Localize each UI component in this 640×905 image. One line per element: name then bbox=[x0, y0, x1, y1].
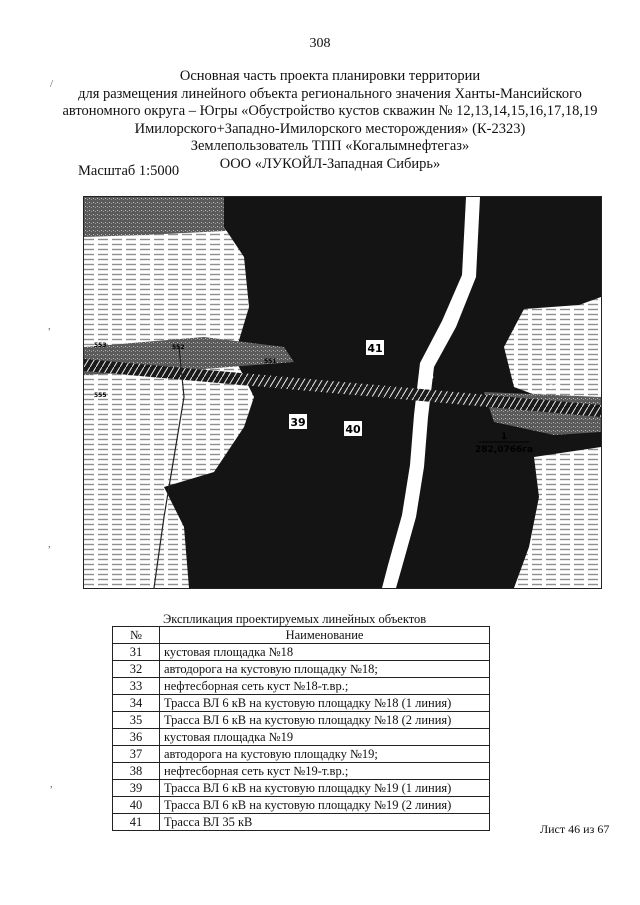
sheet-total: 67 bbox=[597, 822, 610, 836]
row-name: Трасса ВЛ 6 кВ на кустовую площадку №19 (2 линия) bbox=[160, 797, 490, 814]
table-row bbox=[113, 797, 490, 814]
row-number: 35 bbox=[113, 712, 160, 729]
table-row bbox=[113, 661, 490, 678]
title-line: автономного округа – Югры «Обустройство кустов скважин № 12,13,14,15,16,17,18,19 bbox=[62, 103, 598, 119]
table-row bbox=[113, 746, 490, 763]
row-number: 33 bbox=[113, 678, 160, 695]
title-line: для размещения линейного объекта регионального значения Ханты-Мансийского bbox=[78, 85, 582, 102]
table-row bbox=[113, 712, 490, 729]
point-label-549: 549 bbox=[549, 384, 562, 391]
margin-tick-mark: / bbox=[50, 78, 54, 90]
point-label-550: 550 bbox=[421, 374, 434, 381]
point-label-555: 555 bbox=[94, 392, 107, 399]
table-row bbox=[113, 695, 490, 712]
margin-tick-mark: , bbox=[50, 778, 53, 790]
column-header-number: № bbox=[113, 627, 160, 644]
sheet-current: 46 bbox=[568, 822, 581, 836]
row-name: нефтесборная сеть куст №18-т.вр.; bbox=[160, 678, 490, 695]
title-line: Основная часть проекта планировки территории bbox=[179, 68, 481, 84]
row-name: автодорога на кустовую площадку №18; bbox=[160, 661, 490, 678]
parcel-area: 282,0766га bbox=[474, 445, 534, 455]
row-name: Трасса ВЛ 35 кВ bbox=[160, 814, 490, 831]
row-number: 38 bbox=[113, 763, 160, 780]
row-name: нефтесборная сеть куст №19-т.вр.; bbox=[160, 763, 490, 780]
explication-table bbox=[112, 626, 490, 831]
table-row bbox=[113, 814, 490, 831]
row-number: 41 bbox=[113, 814, 160, 831]
row-number: 31 bbox=[113, 644, 160, 661]
row-number: 34 bbox=[113, 695, 160, 712]
table-header-row bbox=[113, 627, 490, 644]
table-row bbox=[113, 729, 490, 746]
row-name: кустовая площадка №19 bbox=[160, 729, 490, 746]
zone-41-label: 41 bbox=[367, 342, 383, 355]
sheet-separator: из bbox=[583, 822, 595, 836]
row-number: 32 bbox=[113, 661, 160, 678]
title-line: ООО «ЛУКОЙЛ-Западная Сибирь» bbox=[219, 155, 441, 172]
row-name: кустовая площадка №18 bbox=[160, 644, 490, 661]
table-row bbox=[113, 678, 490, 695]
explication-caption: Экспликация проектируемых линейных объектов bbox=[163, 612, 427, 626]
title-line: Землепользователь ТПП «Когалымнефтегаз» bbox=[190, 138, 470, 154]
point-label-552: 552 bbox=[172, 344, 185, 351]
row-name: Трасса ВЛ 6 кВ на кустовую площадку №18 (1 линия) bbox=[160, 695, 490, 712]
sheet-counter bbox=[540, 822, 612, 837]
zone-39-label: 39 bbox=[290, 416, 306, 429]
point-label-551: 551 bbox=[264, 358, 277, 365]
site-plan-map bbox=[83, 196, 602, 589]
table-row bbox=[113, 780, 490, 797]
row-number: 37 bbox=[113, 746, 160, 763]
scale-label: Масштаб 1:5000 bbox=[78, 163, 180, 179]
zone-40-label: 40 bbox=[345, 423, 361, 436]
table-row bbox=[113, 763, 490, 780]
margin-tick-mark: , bbox=[48, 538, 51, 550]
parcel-number: 1 bbox=[500, 432, 508, 442]
row-name: Трасса ВЛ 6 кВ на кустовую площадку №19 (1 линия) bbox=[160, 780, 490, 797]
row-number: 40 bbox=[113, 797, 160, 814]
table-row bbox=[113, 644, 490, 661]
row-number: 39 bbox=[113, 780, 160, 797]
row-number: 36 bbox=[113, 729, 160, 746]
margin-tick-mark: , bbox=[48, 320, 51, 332]
document-title bbox=[40, 68, 620, 173]
sheet-prefix: Лист bbox=[540, 822, 566, 836]
column-header-name: Наименование bbox=[160, 627, 490, 644]
row-name: автодорога на кустовую площадку №19; bbox=[160, 746, 490, 763]
page-number: 308 bbox=[309, 36, 331, 51]
row-name: Трасса ВЛ 6 кВ на кустовую площадку №18 (2 линия) bbox=[160, 712, 490, 729]
title-line: Имилорского+Западно-Имилорского месторождения» (К-2323) bbox=[134, 120, 526, 137]
map-drawing bbox=[84, 197, 601, 588]
point-label-553: 553 bbox=[94, 342, 107, 349]
